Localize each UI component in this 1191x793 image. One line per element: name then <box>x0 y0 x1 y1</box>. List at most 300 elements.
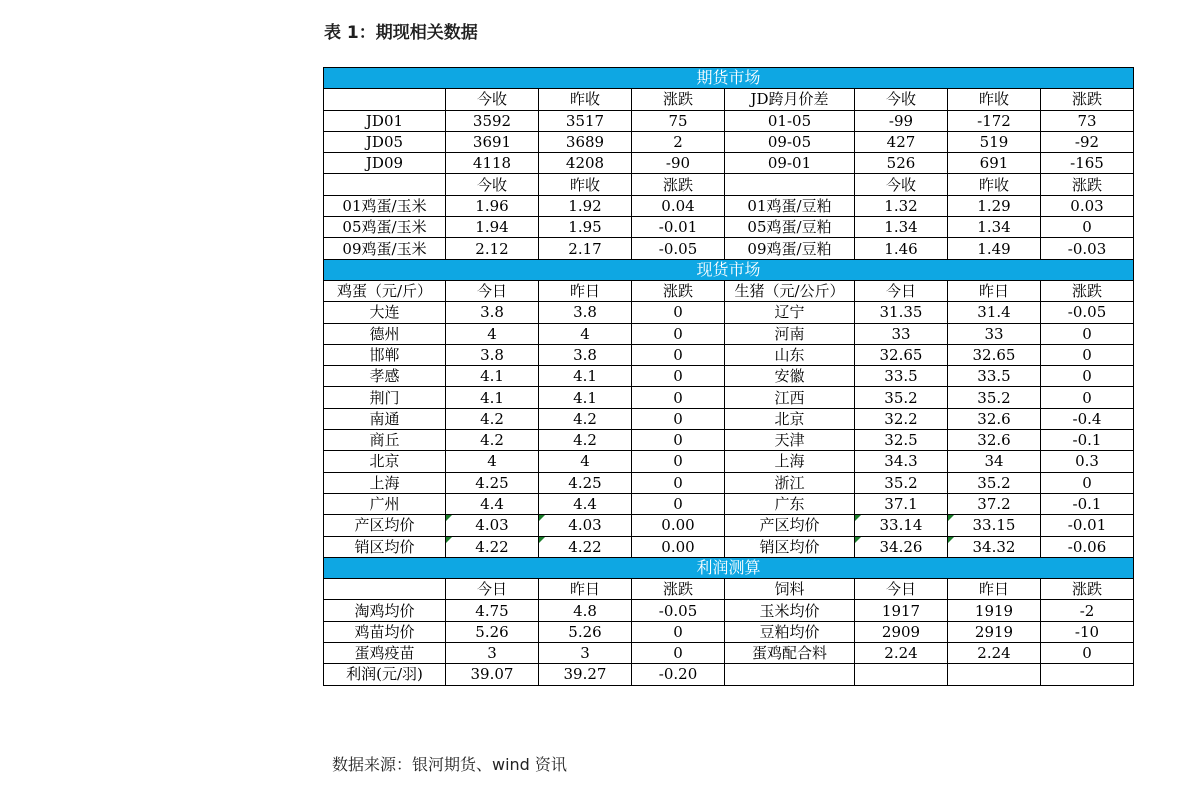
cell-corner-marker-icon <box>948 537 954 543</box>
table-row <box>324 664 1134 685</box>
cell-value: 0 <box>1082 473 1092 492</box>
table-cell <box>1041 217 1134 238</box>
table-cell <box>632 430 725 451</box>
cell-value: 0.3 <box>1075 452 1099 471</box>
cell-value: 鸡蛋（元/斤） <box>336 282 433 301</box>
cell-value: 4.1 <box>480 367 504 386</box>
cell-value: 3.8 <box>480 346 504 364</box>
table-cell <box>855 174 948 195</box>
cell-value: 4.03 <box>475 516 509 535</box>
cell-value: 35.2 <box>977 388 1011 407</box>
cell-value: 邯郸 <box>369 346 400 364</box>
cell-value: -0.1 <box>1072 431 1102 450</box>
cell-value: -90 <box>665 154 691 173</box>
table-cell <box>446 280 539 301</box>
table-cell <box>539 217 632 238</box>
table-cell <box>855 302 948 323</box>
table-cell <box>539 472 632 493</box>
cell-value: 广东 <box>774 495 805 514</box>
table-cell <box>324 387 446 408</box>
table-cell <box>539 430 632 451</box>
cell-value: 4 <box>487 324 497 343</box>
table-title: 表 1：期现相关数据 <box>324 23 478 43</box>
cell-value: 0 <box>673 388 683 407</box>
cell-value: 今日 <box>476 282 507 301</box>
cell-value: 0 <box>673 367 683 386</box>
cell-value: 34.3 <box>884 452 918 471</box>
table-cell <box>446 515 539 536</box>
table-cell <box>948 472 1041 493</box>
cell-value: 昨日 <box>978 580 1009 599</box>
table-cell <box>1041 366 1134 387</box>
cell-value: 涨跌 <box>1071 90 1102 109</box>
table-cell <box>324 472 446 493</box>
table-cell <box>446 493 539 514</box>
table-cell <box>632 344 725 365</box>
table-cell <box>324 280 446 301</box>
cell-value: 1.34 <box>977 218 1011 237</box>
cell-value: 05鸡蛋/玉米 <box>342 218 427 237</box>
table-cell <box>446 408 539 429</box>
table-cell <box>632 451 725 472</box>
table-cell <box>948 89 1041 110</box>
table-cell <box>632 174 725 195</box>
table-cell <box>725 579 855 600</box>
cell-value: 北京 <box>774 409 805 428</box>
cell-value: 32.6 <box>977 431 1011 450</box>
table-cell <box>446 600 539 621</box>
table-cell <box>446 366 539 387</box>
table-cell <box>324 131 446 152</box>
cell-value: 昨收 <box>978 90 1009 109</box>
table-cell <box>324 664 446 685</box>
cell-corner-marker-icon <box>855 537 861 543</box>
cell-value: 01鸡蛋/豆粕 <box>747 196 832 215</box>
cell-value: 生猪（元/公斤） <box>734 282 845 301</box>
table-cell <box>632 664 725 685</box>
table-cell <box>632 387 725 408</box>
cell-value: 0 <box>673 473 683 492</box>
cell-value: -0.20 <box>658 665 698 684</box>
table-cell <box>948 515 1041 536</box>
table-cell <box>324 89 446 110</box>
table-cell <box>948 643 1041 664</box>
cell-value: 涨跌 <box>1071 282 1102 301</box>
table-cell <box>324 153 446 174</box>
table-cell <box>855 217 948 238</box>
cell-value: 34.26 <box>879 537 923 556</box>
table-cell <box>324 238 446 259</box>
table-cell <box>1041 472 1134 493</box>
cell-value: 0 <box>1082 644 1092 663</box>
table-cell <box>855 621 948 642</box>
table-cell <box>1041 664 1134 685</box>
table-cell <box>446 238 539 259</box>
table-cell <box>446 387 539 408</box>
table-cell <box>855 110 948 131</box>
table-cell <box>324 643 446 664</box>
cell-value: 鸡苗均价 <box>354 622 415 641</box>
table-cell <box>948 387 1041 408</box>
cell-value: 4.8 <box>573 601 597 620</box>
cell-value: 利润(元/羽) <box>346 665 423 684</box>
table-cell <box>446 302 539 323</box>
table-cell <box>539 408 632 429</box>
cell-value: 35.2 <box>884 473 918 492</box>
cell-value: JD05 <box>365 133 404 152</box>
table-cell <box>948 493 1041 514</box>
table-cell <box>539 600 632 621</box>
cell-value: 今日 <box>885 580 916 599</box>
table-cell <box>632 472 725 493</box>
cell-value: 39.27 <box>563 665 607 684</box>
cell-value: 09-05 <box>767 133 812 152</box>
cell-value: 0 <box>673 409 683 428</box>
table-cell <box>446 89 539 110</box>
table-cell <box>446 451 539 472</box>
cell-value: 34.32 <box>972 537 1016 556</box>
cell-value: 519 <box>979 133 1009 152</box>
cell-value: 35.2 <box>977 473 1011 492</box>
table-cell <box>324 366 446 387</box>
cell-value: 4.25 <box>475 473 509 492</box>
cell-value: 4.1 <box>573 367 597 386</box>
table-cell <box>446 323 539 344</box>
cell-value: -92 <box>1074 133 1100 152</box>
table-cell <box>324 110 446 131</box>
cell-value: 4208 <box>565 154 605 173</box>
table-cell <box>632 131 725 152</box>
cell-value: -0.05 <box>658 239 698 258</box>
cell-value: 691 <box>979 154 1009 173</box>
table-cell <box>539 89 632 110</box>
cell-value: 1.95 <box>568 218 602 237</box>
cell-value: -172 <box>977 111 1011 130</box>
table-cell <box>855 536 948 557</box>
cell-corner-marker-icon <box>539 515 545 521</box>
table-cell <box>1041 153 1134 174</box>
cell-value: 31.4 <box>977 303 1011 322</box>
cell-value: 2.24 <box>977 644 1011 663</box>
table-cell <box>725 493 855 514</box>
cell-value: 3689 <box>565 133 605 152</box>
cell-value: 4.1 <box>573 388 597 407</box>
table-cell <box>632 643 725 664</box>
cell-value: -0.05 <box>658 601 698 620</box>
cell-value: 32.5 <box>884 431 918 450</box>
table-cell <box>948 217 1041 238</box>
table-cell <box>446 664 539 685</box>
table-cell <box>855 195 948 216</box>
table-cell <box>725 302 855 323</box>
table-row <box>324 195 1134 216</box>
cell-value: 安徽 <box>774 367 805 386</box>
cell-value: 4.22 <box>568 537 602 556</box>
cell-value: 今收 <box>476 175 507 194</box>
table-row <box>324 387 1134 408</box>
table-cell <box>539 536 632 557</box>
table-cell <box>1041 174 1134 195</box>
header-row <box>324 579 1134 600</box>
cell-value: 涨跌 <box>662 580 693 599</box>
cell-value: 4.2 <box>573 409 597 428</box>
cell-value: -0.4 <box>1072 409 1102 428</box>
table-row <box>324 302 1134 323</box>
cell-value: 1.94 <box>475 218 509 237</box>
cell-value: 33.5 <box>977 367 1011 386</box>
cell-value: 0 <box>1082 367 1092 386</box>
cell-value: JD01 <box>365 111 404 130</box>
cell-value: 辽宁 <box>774 303 805 322</box>
cell-value: 31.35 <box>879 303 923 322</box>
cell-value: 涨跌 <box>662 90 693 109</box>
cell-value: -0.03 <box>1067 239 1107 258</box>
table-cell <box>855 408 948 429</box>
table-row <box>324 472 1134 493</box>
table-cell <box>1041 323 1134 344</box>
cell-value: 4.2 <box>480 431 504 450</box>
table-cell <box>324 408 446 429</box>
table-cell <box>632 280 725 301</box>
table-cell <box>539 493 632 514</box>
table-cell <box>948 621 1041 642</box>
table-cell <box>948 579 1041 600</box>
cell-value: 0 <box>673 303 683 322</box>
cell-value: 5.26 <box>568 622 602 641</box>
table-cell <box>725 195 855 216</box>
cell-value: 33.14 <box>879 516 923 535</box>
cell-value: 33.5 <box>884 367 918 386</box>
section-title-spot: 现货市场 <box>324 259 1134 280</box>
cell-value: 4.4 <box>573 495 597 514</box>
cell-value: -2 <box>1079 601 1095 620</box>
table-cell <box>725 238 855 259</box>
table-cell <box>1041 579 1134 600</box>
table-cell <box>1041 621 1134 642</box>
table-cell <box>948 195 1041 216</box>
table-cell <box>855 153 948 174</box>
cell-value: 广州 <box>369 495 400 514</box>
cell-value: 39.07 <box>470 665 514 684</box>
cell-value: 浙江 <box>774 473 805 492</box>
table-cell <box>446 430 539 451</box>
cell-value: -0.05 <box>1067 303 1107 322</box>
table-cell <box>1041 110 1134 131</box>
table-cell <box>1041 344 1134 365</box>
cell-value: 0.04 <box>661 196 695 215</box>
cell-value: 山东 <box>774 346 805 364</box>
cell-value: -165 <box>1070 154 1104 173</box>
table-row <box>324 238 1134 259</box>
table-cell <box>855 493 948 514</box>
table-cell <box>539 323 632 344</box>
table-cell <box>324 579 446 600</box>
cell-value: 0 <box>673 644 683 663</box>
cell-value: 01鸡蛋/玉米 <box>342 196 427 215</box>
cell-value: -0.01 <box>658 218 698 237</box>
cell-corner-marker-icon <box>446 537 452 543</box>
cell-value: 0 <box>673 431 683 450</box>
cell-value: 5.26 <box>475 622 509 641</box>
table-cell <box>1041 451 1134 472</box>
table-cell <box>446 131 539 152</box>
cell-value: 德州 <box>369 324 400 343</box>
cell-value: 1.46 <box>884 239 918 258</box>
table-cell <box>324 451 446 472</box>
table-cell <box>855 515 948 536</box>
table-cell <box>948 344 1041 365</box>
table-cell <box>539 621 632 642</box>
table-cell <box>725 131 855 152</box>
table-cell <box>725 515 855 536</box>
cell-value: 昨收 <box>569 175 600 194</box>
table-cell <box>1041 387 1134 408</box>
table-cell <box>446 536 539 557</box>
data-source-note: 数据来源：银河期货、wind 资讯 <box>332 755 567 774</box>
cell-value: 大连 <box>369 303 400 322</box>
table-row <box>324 110 1134 131</box>
table-cell <box>446 110 539 131</box>
cell-value: 0.00 <box>661 516 695 535</box>
cell-value: 32.6 <box>977 409 1011 428</box>
cell-value: JD09 <box>365 154 404 173</box>
table-cell <box>855 89 948 110</box>
table-cell <box>725 621 855 642</box>
cell-value: 昨收 <box>978 175 1009 194</box>
table-cell <box>632 515 725 536</box>
table-cell <box>1041 89 1134 110</box>
table-cell <box>855 664 948 685</box>
cell-value: 玉米均价 <box>759 601 820 620</box>
cell-value: 昨日 <box>978 282 1009 301</box>
cell-corner-marker-icon <box>539 537 545 543</box>
table-cell <box>948 280 1041 301</box>
table-cell <box>539 153 632 174</box>
table-row <box>324 153 1134 174</box>
cell-value: 01-05 <box>767 111 812 130</box>
cell-value: 3 <box>487 644 497 663</box>
table-cell <box>1041 430 1134 451</box>
cell-value: 75 <box>668 111 688 130</box>
cell-value: 2.12 <box>475 239 509 258</box>
cell-value: 荆门 <box>369 388 400 407</box>
table-cell <box>725 153 855 174</box>
table-row <box>324 430 1134 451</box>
cell-value: 1.29 <box>977 196 1011 215</box>
cell-value: 0.00 <box>661 537 695 556</box>
cell-value: 33.15 <box>972 516 1016 535</box>
cell-value: 2 <box>673 133 683 152</box>
table-row <box>324 323 1134 344</box>
table-cell <box>324 430 446 451</box>
table-cell <box>948 323 1041 344</box>
table-cell <box>539 643 632 664</box>
table-cell <box>632 238 725 259</box>
cell-value: 37.2 <box>977 495 1011 514</box>
table-cell <box>725 323 855 344</box>
cell-value: 33 <box>984 324 1004 343</box>
table-cell <box>632 493 725 514</box>
table-cell <box>725 408 855 429</box>
table-cell <box>855 323 948 344</box>
table-cell <box>539 238 632 259</box>
cell-value: 427 <box>886 133 916 152</box>
cell-value: 32.65 <box>972 346 1016 364</box>
table-cell <box>632 579 725 600</box>
table-cell <box>1041 515 1134 536</box>
table-cell <box>539 451 632 472</box>
table-cell <box>632 195 725 216</box>
table-cell <box>446 195 539 216</box>
table-cell <box>324 600 446 621</box>
cell-value: 1919 <box>974 601 1014 620</box>
table-row <box>324 366 1134 387</box>
cell-value: 4.22 <box>475 537 509 556</box>
table-cell <box>725 643 855 664</box>
table-cell <box>725 366 855 387</box>
section-title-futures: 期货市场 <box>324 68 1134 89</box>
table-cell <box>632 621 725 642</box>
table-cell <box>855 238 948 259</box>
cell-value: 1.34 <box>884 218 918 237</box>
cell-value: 江西 <box>774 388 805 407</box>
cell-value: 蛋鸡疫苗 <box>354 644 415 663</box>
cell-value: 33 <box>891 324 911 343</box>
table-row <box>324 344 1134 365</box>
cell-value: 0 <box>1082 324 1092 343</box>
table-cell <box>324 323 446 344</box>
table-cell <box>855 366 948 387</box>
cell-value: 1917 <box>881 601 921 620</box>
cell-value: 09鸡蛋/玉米 <box>342 239 427 258</box>
table-cell <box>1041 280 1134 301</box>
table-row <box>324 621 1134 642</box>
cell-value: 0 <box>1082 388 1092 407</box>
cell-value: 32.2 <box>884 409 918 428</box>
cell-value: 3691 <box>472 133 512 152</box>
cell-value: -10 <box>1074 622 1100 641</box>
table-cell <box>539 387 632 408</box>
cell-value: 昨收 <box>569 90 600 109</box>
cell-value: 4 <box>487 452 497 471</box>
table-row <box>324 217 1134 238</box>
table-cell <box>725 664 855 685</box>
cell-value: 销区均价 <box>354 537 415 556</box>
cell-value: 4 <box>580 324 590 343</box>
table-row <box>324 493 1134 514</box>
table-cell <box>446 344 539 365</box>
cell-value: 河南 <box>774 324 805 343</box>
table-cell <box>725 174 855 195</box>
table-cell <box>855 430 948 451</box>
cell-value: -0.06 <box>1067 537 1107 556</box>
cell-value: 2.17 <box>568 239 602 258</box>
cell-value: 涨跌 <box>662 175 693 194</box>
cell-value: 商丘 <box>369 431 400 450</box>
cell-value: 饲料 <box>774 580 805 599</box>
table-cell <box>632 153 725 174</box>
cell-value: 526 <box>886 154 916 173</box>
cell-value: 0 <box>673 622 683 641</box>
table-cell <box>725 217 855 238</box>
table-cell <box>725 387 855 408</box>
table-cell <box>855 280 948 301</box>
table-cell <box>324 174 446 195</box>
cell-value: 产区均价 <box>354 516 415 535</box>
table-cell <box>324 536 446 557</box>
table-cell <box>855 643 948 664</box>
table-cell <box>948 131 1041 152</box>
